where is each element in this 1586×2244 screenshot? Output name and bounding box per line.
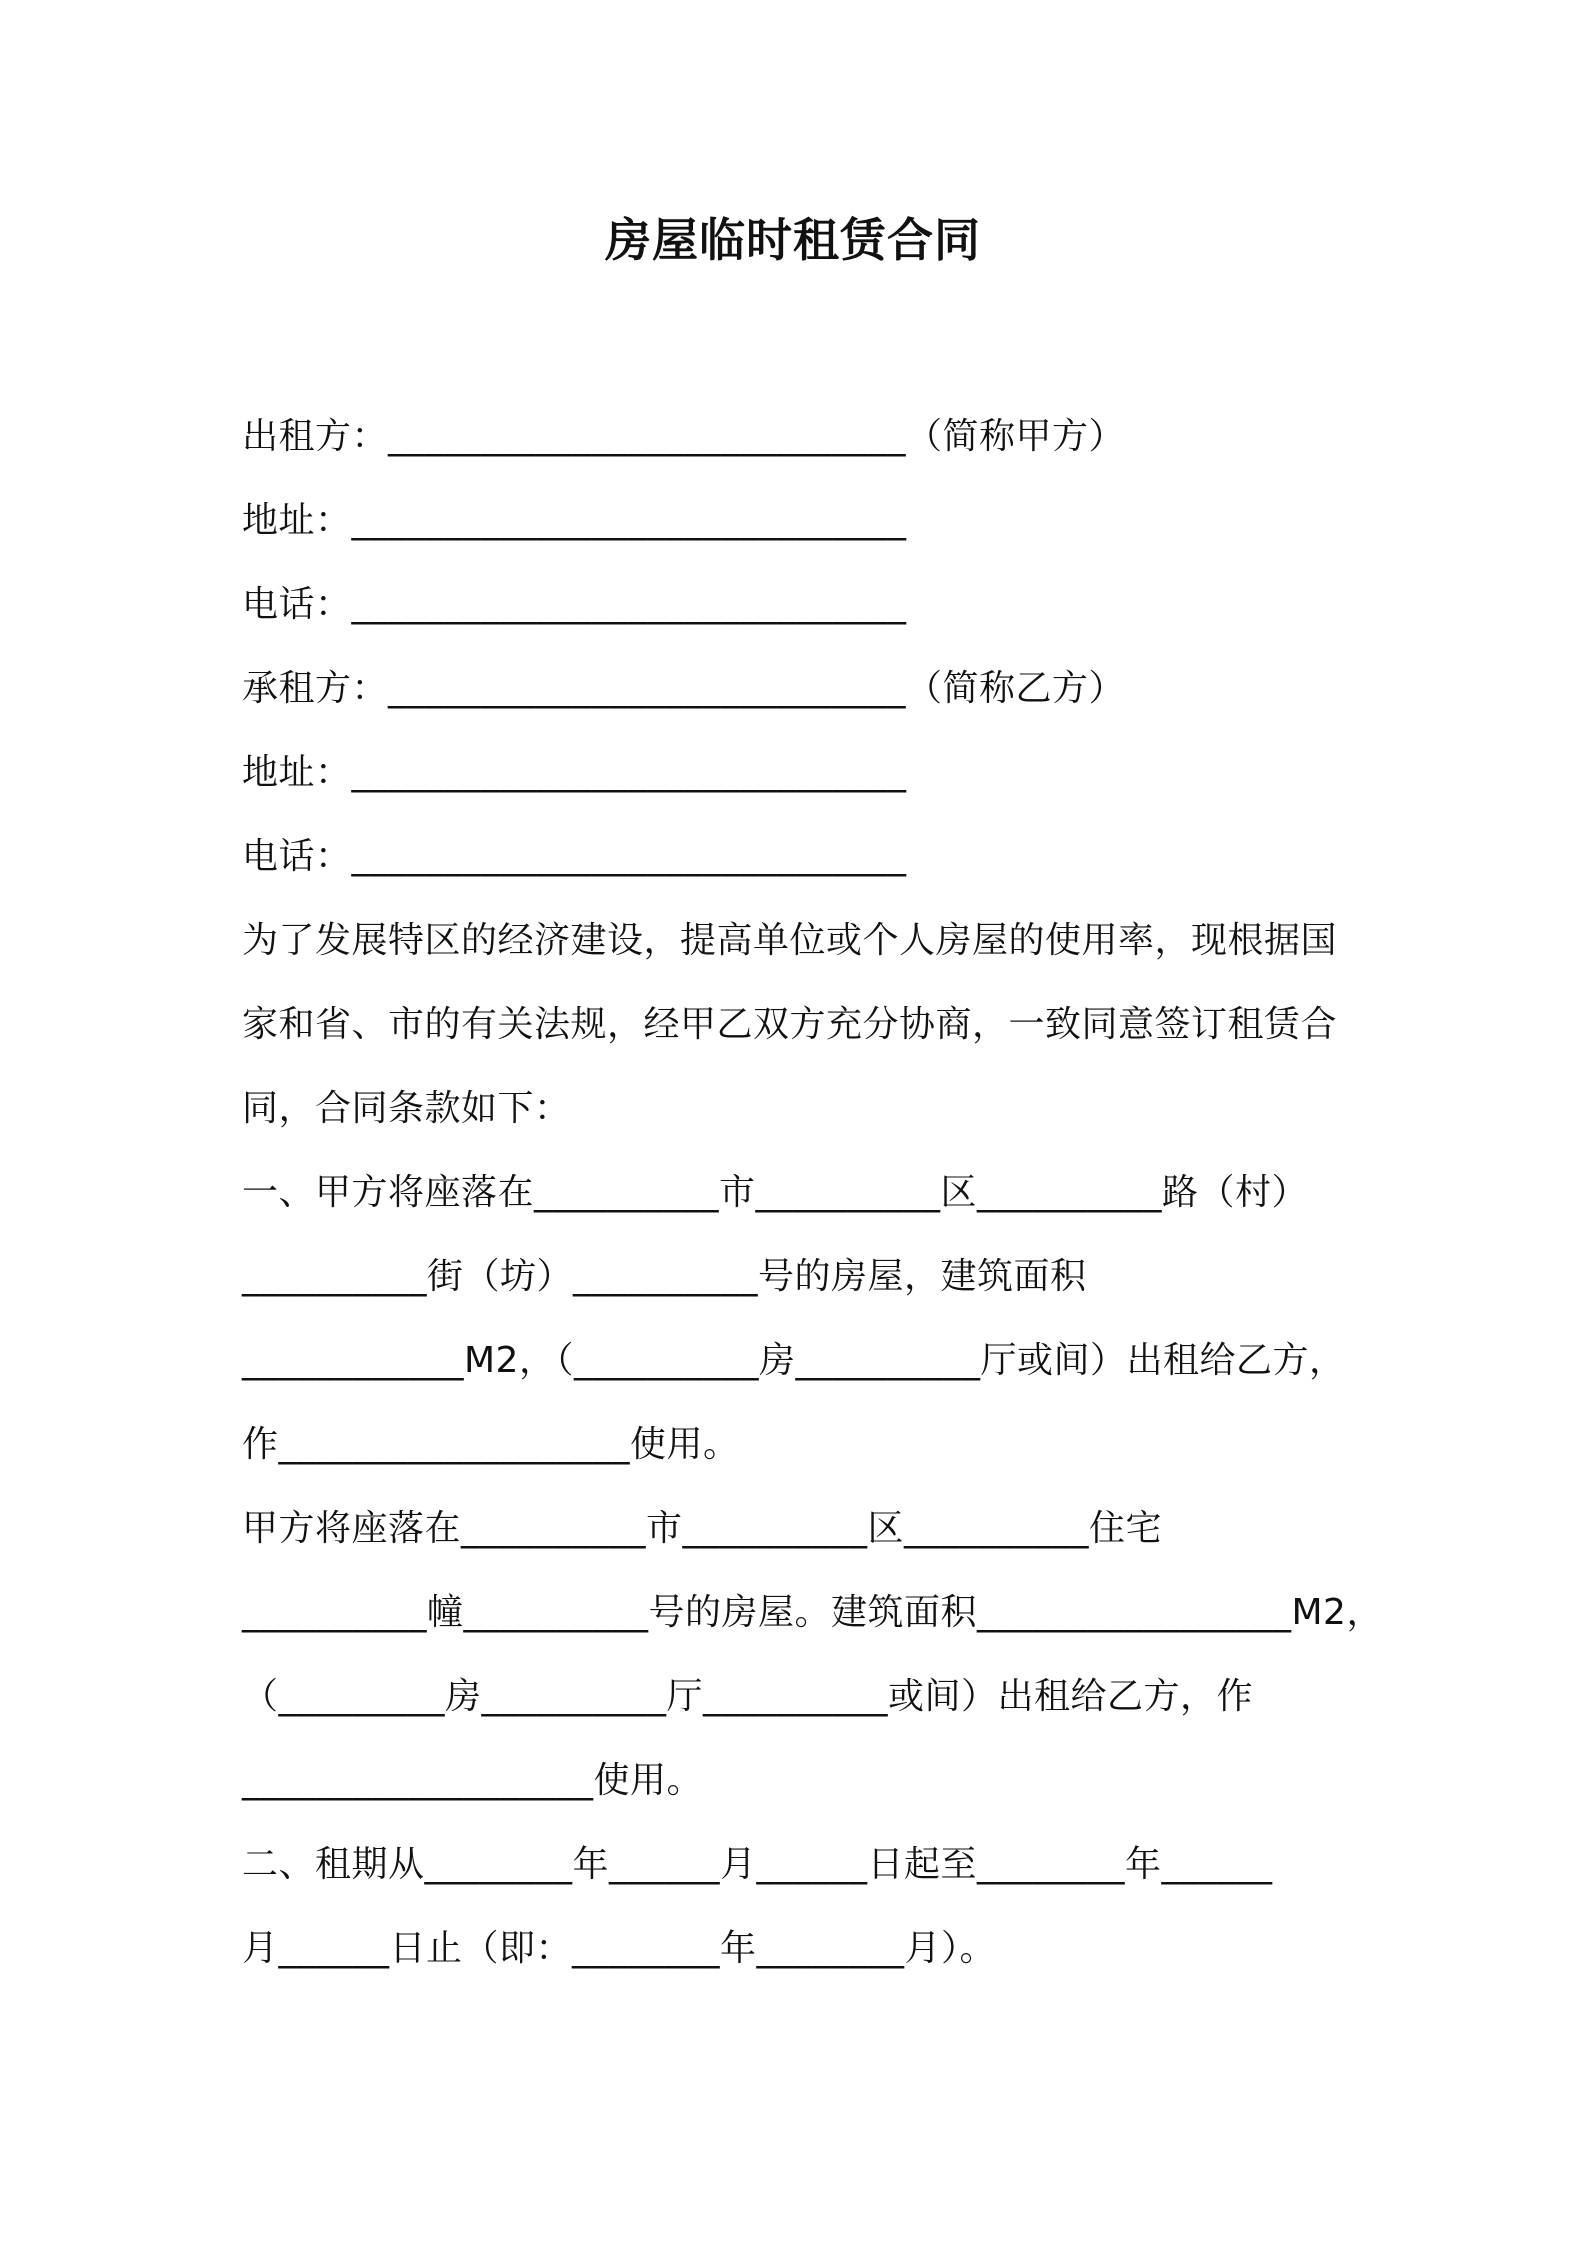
preamble-line-2: 家和省、市的有关法规，经甲乙双方充分协商，一致同意签订租赁合 [242,1004,1338,1045]
clause-2-line-2: 月______日止（即：________年________月）。 [242,1928,997,1969]
clause-1b-line-2: __________幢__________号的房屋。建筑面积_________________M2， [242,1592,1383,1633]
lessee-phone-line: 电话：______________________________ [242,836,907,877]
lessor-line: 出租方：____________________________（简称甲方） [242,416,1126,457]
preamble-line-3: 同，合同条款如下： [242,1088,571,1129]
clause-1-line-3: ____________M2，（__________房__________厅或间）出租给乙方， [242,1340,1346,1381]
lessor-address-line: 地址：______________________________ [242,500,907,541]
preamble-line-1: 为了发展特区的经济建设，提高单位或个人房屋的使用率，现根据国 [242,920,1338,961]
lessor-phone-line: 电话：______________________________ [242,584,907,625]
clause-1-line-4: 作___________________使用。 [242,1424,740,1465]
clause-1b-line-3: （_________房__________厅__________或间）出租给乙方，作 [242,1676,1254,1717]
clause-1-line-2: __________街（坊）__________号的房屋，建筑面积 [242,1256,1087,1297]
clause-1b-line-4: ___________________使用。 [242,1760,704,1801]
document-title: 房屋临时租赁合同 [605,213,981,267]
clause-1-line-1: 一、甲方将座落在__________市__________区__________路（村） [242,1172,1309,1213]
clause-2-line-1: 二、租期从________年______月______日起至________年______ [242,1844,1273,1885]
lessee-line: 承租方：____________________________（简称乙方） [242,668,1126,709]
lessee-address-line: 地址：______________________________ [242,752,907,793]
clause-1b-line-1: 甲方将座落在__________市__________区__________住宅 [242,1508,1163,1549]
